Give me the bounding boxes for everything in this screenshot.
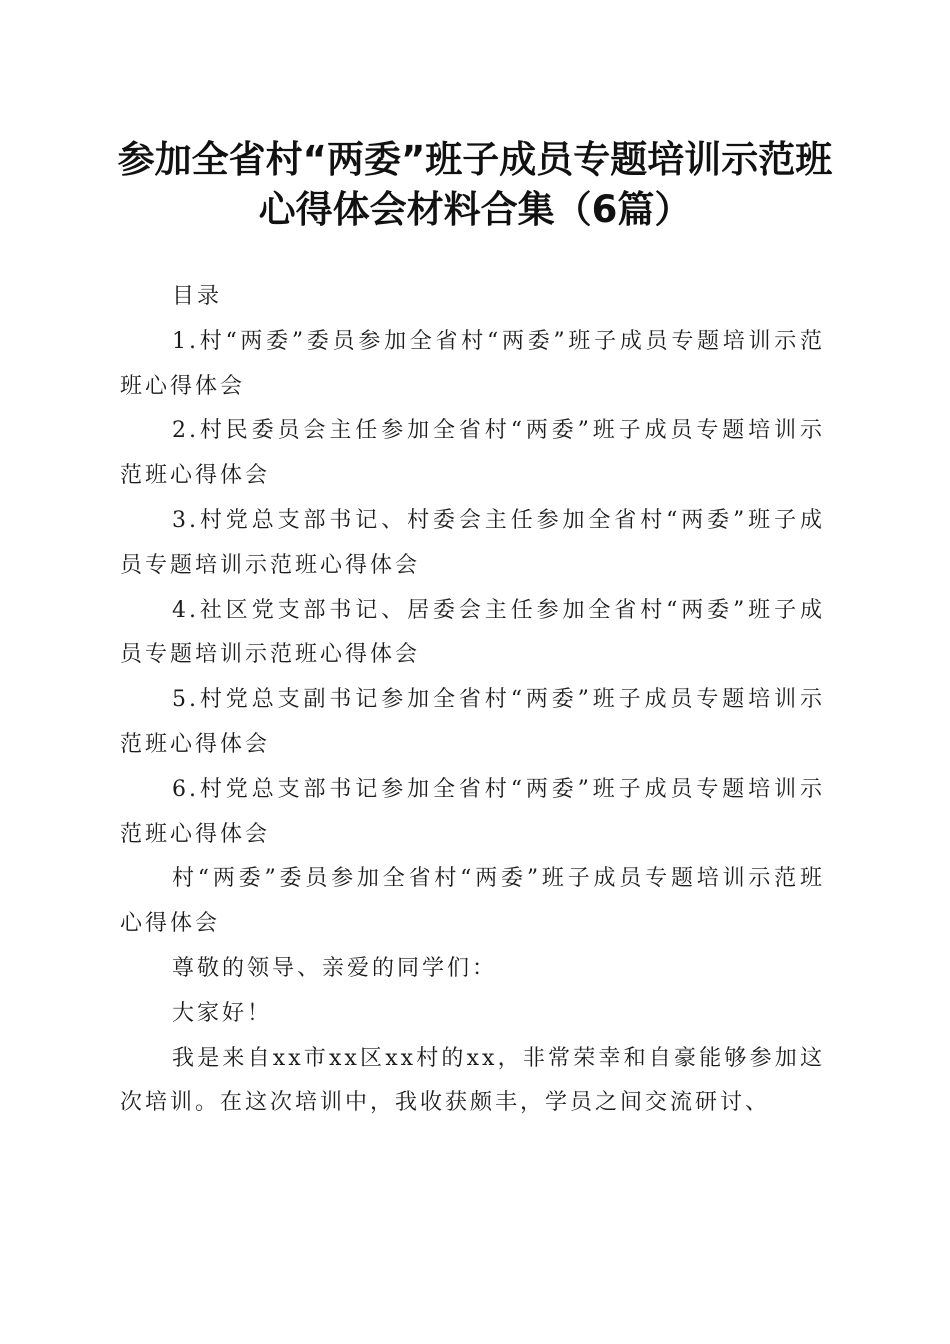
greeting: 大家好！ [172,1000,273,1026]
document-title-line-2: 心得体会材料合集（6篇） [258,188,692,231]
toc-item-6: 6.村党总支部书记参加全省村“两委”班子成员专题培训示范班心得体会 [120,776,825,847]
article-title: 村“两委”委员参加全省村“两委”班子成员专题培训示范班心得体会 [120,866,825,937]
toc-heading: 目录 [172,284,223,309]
body-paragraph: 我是来自xx市xx区xx村的xx，非常荣幸和自豪能够参加这次培训。在这次培训中，我收获颇丰，学员之间交流研讨、 [120,1045,825,1116]
document-body [120,275,825,1126]
toc-item-4: 4.社区党支部书记、居委会主任参加全省村“两委”班子成员专题培训示范班心得体会 [120,597,825,668]
toc-item-3: 3.村党总支部书记、村委会主任参加全省村“两委”班子成员专题培训示范班心得体会 [120,507,825,578]
toc-item-2: 2.村民委员会主任参加全省村“两委”班子成员专题培训示范班心得体会 [120,418,825,489]
document-title-line-1: 参加全省村“两委”班子成员专题培训示范班 [117,138,833,181]
salutation: 尊敬的领导、亲爱的同学们： [172,955,498,981]
toc-item-5: 5.村党总支副书记参加全省村“两委”班子成员专题培训示范班心得体会 [120,687,825,757]
toc-item-1: 1.村“两委”委员参加全省村“两委”班子成员专题培训示范班心得体会 [120,328,825,399]
